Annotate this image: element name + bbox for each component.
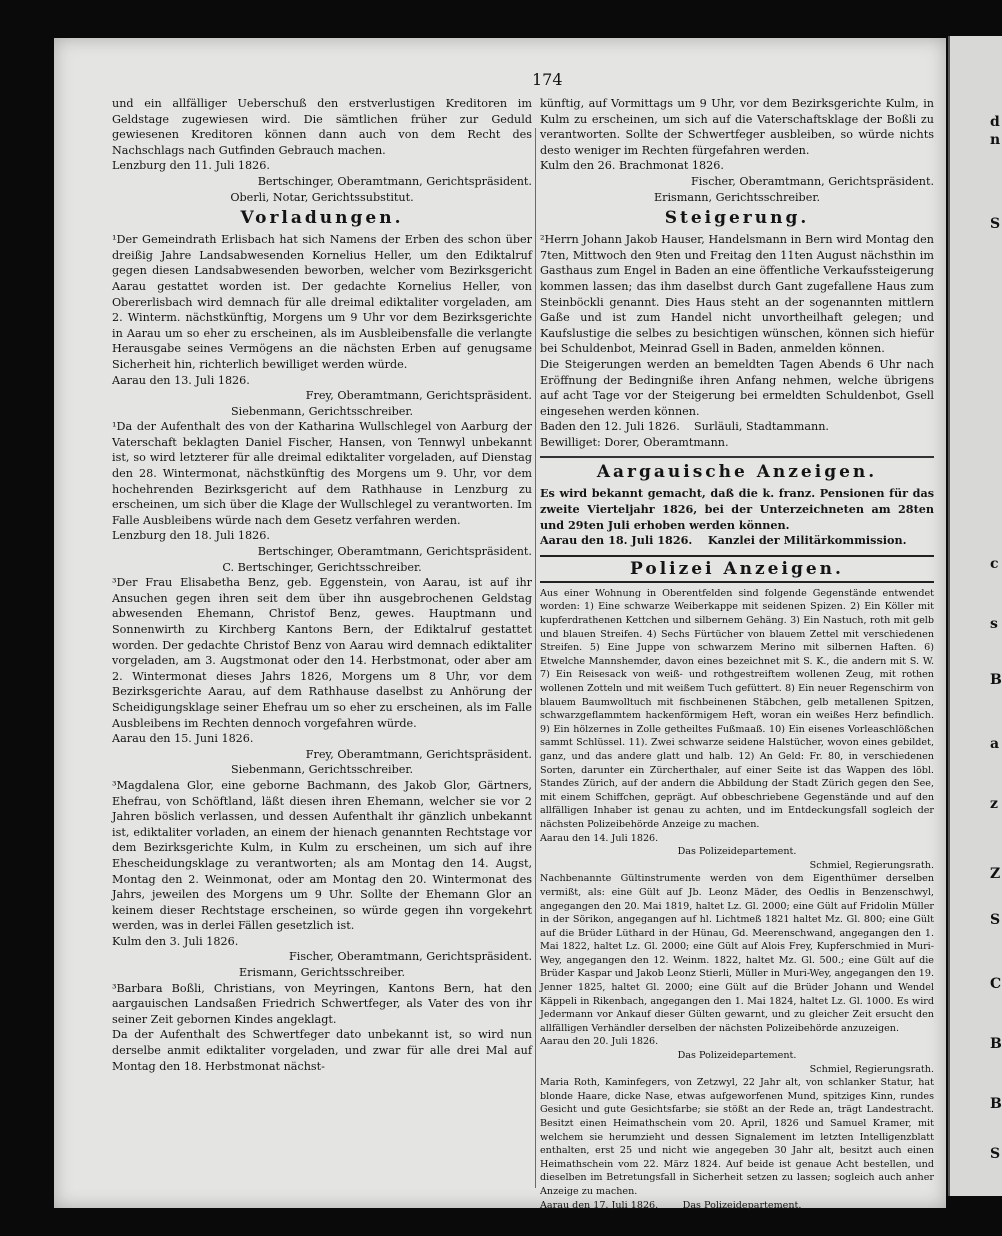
steigerung-text: ²Herrn Johann Jakob Hauser, Handelsmann in Bern wird Montag den 7ten, Mittwoch den 9ten und Freitag den 11ten August nächsthin im Gasthaus zum Engel in Baden an eine öffentliche Verkaufssteigerung kommen lassen; das ihm daselbst durch Gant zugefallene Haus zum Steinböckli genannt. Dies Haus steht an der sogenannten mittlern Gaße und ist zum Handel nicht unvortheilhaft gelegen; und Kaufslustige die selbes zu besichtigen wünschen, können sich hiefür bei Schuldenbot, Meinrad Gsell in Baden, anmelden können. bbox=[540, 233, 934, 356]
notice-1-signature-1: Frey, Oberamtmann, Gerichtspräsident. bbox=[305, 389, 532, 403]
fragment-letter: z bbox=[990, 796, 998, 812]
page-number: 174 bbox=[532, 70, 563, 89]
notice-3-text: ³Der Frau Elisabetha Benz, geb. Eggenstein, von Aarau, ist auf ihr Ansuchen gegen ihren seit dem über ihn ausgebrochenen Geldstag abwesenden Ehemann, Christof Benz, gewes. Hauptmann und Sonnenwirth zu Kirchberg Kantons Bern, der Ediktalruf gestattet worden. Der gedachte Christof Benz von Aarau wird demnach ediktaliter vorgeladen, am 3. Augstmonat oder den 14. Herbstmonat, oder aber am 2. Wintermonat dieses Jahrs 1826, Morgens um 8 Uhr, vor dem Bezirksgerichte Aarau, auf dem Rathhause daselbst zu Anhörung der Scheidigungsklage seiner Ehefrau um so eher zu erscheinen, als im Falle Ausbleibens im Rechten dennoch vorgefahren würde. bbox=[112, 576, 532, 730]
fragment-letter: S bbox=[990, 1146, 1001, 1162]
fragment-letter: a bbox=[990, 736, 1000, 752]
newspaper-page bbox=[54, 38, 946, 1211]
notice-4-signature-1: Fischer, Oberamtmann, Gerichtspräsident. bbox=[288, 950, 532, 964]
steigerung-date bbox=[540, 419, 934, 435]
notice-1-signature-2: Siebenmann, Gerichtsschreiber. bbox=[230, 404, 414, 418]
polizei-3-date-line bbox=[540, 1199, 934, 1213]
fragment-letter: S bbox=[990, 912, 1001, 928]
notice-5-text-continued: Da der Aufenthalt des Schwertfeger dato unbekannt ist, so wird nun derselbe anmit ediktaliter vorgeladen, und zwar für alle drei Mal auf Montag den 18. Herbstmonat nächst- bbox=[112, 1028, 532, 1073]
aargauische-signature: Kanzlei der Militärkommission. bbox=[707, 533, 907, 548]
polizei-1-text: Aus einer Wohnung in Oberentfelden sind folgende Gegenstände entwendet worden: 1) Eine schwarze Weiberkappe mit seidenen Spizen. 2) Ein Köller mit kupferdrathenen Kettchen und silbernem Gehäng. 3) Ein Nastuch, roth mit gelb und blauen Streifen. 4) Sechs Fürtücher von blauem Zettel mit verschiedenen Streifen. 5) Eine Juppe von schwarzem Merino mit silbernen Haften. 6) Etwelche Mannshemder, davon eines bezeichnet mit S. K., die andern mit S. W. 7) Ein Reisesack von weiß- und rothgestreiftem wollenen Zeug, mit rothen wollenen Zotteln und mit weißem Tuch gefüttert. 8) Ein neuer Regenschirm von blauem Baumwolltuch mit fischbeinenen Stäbchen, gelb metallenen Spitzen, schwarzgeflammtem hackenförmigem Heft, woran ein weißes Herz befindlich. 9) Ein hölzernes in Zolle getheiltes Fußmaaß. 10) Ein eisenes Vorleaschlößchen sammt Schlüssel. 11). Zwei schwarze seidene Halstücher, wovon eines gebildet, ganz, und das andere glatt und halb. 12) An Geld: Fr. 80, in verschiedenen Sorten, darunter ein Zürcherthaler, auf einer Seite ist das Wappen des löbl. Standes Zürich, auf der andern die Abbildung der Stadt Zürich gegen den See, mit einem Schiffchen, geprägt. Auf obbeschriebene Gegenstände und auf den allfälligen Inhaber ist genau zu achten, und im Entdeckungsfall sogleich der nächsten Polizeibehörde Anzeige zu machen. bbox=[540, 587, 934, 830]
polizei-3-text: Maria Roth, Kaminfegers, von Zetzwyl, 22 Jahr alt, von schlanker Statur, hat blonde Haare, dicke Nase, etwas aufgeworfenen Mund, spitziges Kinn, rundes Gesicht und gute Gesichtsfarbe; sie stößt an der Rede an, trägt Landestracht. Besitzt einen Heimathschein vom 20. April, 1826 und Samuel Kramer, mit welchem sie herumzieht und dessen Signalement im letzten Intelligenzblatt enthalten, erst 25 und nicht wie angegeben 30 Jahr alt, besitzt auch einen Heimathschein vom 22. März 1824. Auf beide ist genaue Acht bestellen, und dieselben im Betretungsfall in Sicherheit setzen zu lassen; sogleich auch anher Anzeige zu machen. bbox=[540, 1077, 934, 1197]
polizei-section bbox=[540, 587, 934, 1212]
notice-3-signature-2: Siebenmann, Gerichtsschreiber. bbox=[230, 763, 414, 777]
steigerung-signature: Surläuli, Stadtammann. bbox=[694, 420, 829, 434]
notice-4-date: Kulm den 3. Juli 1826. bbox=[112, 934, 239, 948]
aargauische-date-line bbox=[540, 533, 934, 549]
polizei-2-signature-1: Das Polizeidepartement. bbox=[677, 1050, 797, 1062]
notice-1-text: ¹Der Gemeindrath Erlisbach hat sich Namens der Erben des schon über dreißig Jahre Landsabwesenden Kornelius Heller, um den Ediktalruf gegen diesen Landsabwesenden beworben, welcher vom Bezirksgericht Aarau gestattet worden ist. Der gedachte Kornelius Heller, von Obererlisbach wird demnach für alle dreimal ediktaliter vorgeladen, am 2. Winterm. nächstkünftig, Morgens um 9 Uhr vor dem Bezirksgerichte in Aarau um so eher zu erscheinen, als im Ausbleibensfalle die verlangte Herausgabe seines Vermögens an die nächsten Erben auf genugsame Sicherheit hin, richterlich bewilliget werden würde. bbox=[112, 233, 532, 371]
continued-notice-signature-1: Fischer, Oberamtmann, Gerichtspräsident. bbox=[690, 174, 934, 188]
intro-text: und ein allfälliger Ueberschuß den erstverlustigen Kreditoren im Geldstage zugewiesen wird. Die sämtlichen früher zur Geduld gewiesenen Kreditoren können dann auch von dem Recht des Nachschlags nach Gutfinden Gebrauch machen. bbox=[112, 97, 532, 157]
adjacent-page-edge bbox=[948, 36, 1002, 1196]
fragment-letter: c bbox=[990, 556, 999, 572]
notice-3-date: Aarau den 15. Juni 1826. bbox=[112, 732, 254, 746]
polizei-1-signature-2: Schmiel, Regierungsrath. bbox=[809, 859, 934, 871]
fragment-letter: s bbox=[990, 616, 998, 632]
left-column bbox=[112, 96, 532, 1074]
polizei-3-date: Aarau den 17. Juli 1826. bbox=[540, 1199, 659, 1211]
notice-1-date: Aarau den 13. Juli 1826. bbox=[112, 373, 250, 387]
section-rule bbox=[540, 456, 934, 458]
polizei-2-text: Nachbenannte Gültinstrumente werden von dem Eigenthümer derselben vermißt, als: eine Gült auf Jb. Leonz Mäder, des Oedlis in Benzenschwyl, angegangen den 20. Mai 1819, haltet Lz. Gl. 2000; eine Gült auf Fridolin Müller in der Sörikon, angegangen auf hl. Lichtmeß 1821 haltet Mz. Gl. 800; eine Gült auf die Brüder Lüthard in der Hünau, Gd. Meerenschwand, angegangen den 1. Mai 1822, haltet Lz. Gl. 2000; eine Gült auf Alois Frey, Kupferschmied in Muri-Wey, angegangen den 12. Weinm. 1822, haltet Mz. Gl. 500.; eine Gült auf die Brüder Kaspar und Jakob Leonz Stierli, Müller in Muri-Wey, angegangen den 19. Jenner 1825, haltet Gl. 2000; eine Gült auf die Brüder Johann und Wendel Käppeli in Rikenbach, angegangen den 1. Mai 1824, haltet Lz. Gl. 1000. Es wird Jedermann vor Ankauf dieser Gülten gewarnt, und zu gleicher Zeit ersucht den allfälligen Verhändler derselben der nächsten Polizeibehörde anzuzeigen. bbox=[540, 873, 934, 1034]
section-heading-aargauische-anzeigen: Aargauische Anzeigen. bbox=[596, 462, 878, 483]
intro-signature-1: Bertschinger, Oberamtmann, Gerichtspräsident. bbox=[257, 174, 532, 188]
notice-2-date: Lenzburg den 18. Juli 1826. bbox=[112, 529, 270, 543]
right-column bbox=[540, 96, 934, 1212]
notice-2-signature-1: Bertschinger, Oberamtmann, Gerichtspräsident. bbox=[257, 545, 532, 559]
fragment-letter: Z bbox=[990, 866, 1001, 882]
intro-signature-2: Oberli, Notar, Gerichtssubstitut. bbox=[230, 190, 414, 204]
fragment-letter: S bbox=[990, 216, 1001, 232]
notice-4-signature-2: Erismann, Gerichtsschreiber. bbox=[238, 966, 406, 980]
intro-date: Lenzburg den 11. Juli 1826. bbox=[112, 159, 270, 173]
fragment-letter: d bbox=[990, 114, 1000, 130]
section-heading-steigerung: Steigerung. bbox=[664, 208, 810, 229]
continued-notice-signature-2: Erismann, Gerichtsschreiber. bbox=[653, 190, 821, 204]
continued-notice-text: künftig, auf Vormittags um 9 Uhr, vor dem Bezirksgerichte Kulm, in Kulm zu erscheinen, um sich auf die Vaterschaftsklage der Boßli zu verantworten. Sollte der Schwertfeger ausbleiben, so würde nichts desto weniger im Rechten fürgefahren werden. bbox=[540, 97, 934, 157]
polizei-2-signature-2: Schmiel, Regierungsrath. bbox=[809, 1063, 934, 1075]
polizei-1-signature-1: Das Polizeidepartement. bbox=[677, 846, 797, 858]
notice-2-signature-2: C. Bertschinger, Gerichtsschreiber. bbox=[222, 560, 422, 574]
notice-5-text: ³Barbara Boßli, Christians, von Meyringen, Kantons Bern, hat den aargauischen Landsaßen Friedrich Schwertfeger, als Vater des von ihr seiner Zeit gebornen Kindes angeklagt. bbox=[112, 981, 532, 1026]
aargauische-text: Es wird bekannt gemacht, daß die k. franz. Pensionen für das zweite Vierteljahr 1826, bei der Unterzeichneten am 28ten und 29ten Juli erhoben werden können. bbox=[540, 486, 934, 532]
fragment-letter: C bbox=[990, 976, 1002, 992]
steigerung-text-2: Die Steigerungen werden an bemeldten Tagen Abends 6 Uhr nach Eröffnung der Bedingniße ihren Anfang nehmen, welche übrigens auf acht Tage vor der Steigerung bei ermeldten Schuldenbot, Gsell eingesehen werden können. bbox=[540, 357, 934, 418]
fragment-letter: n bbox=[990, 132, 1001, 148]
fragment-letter: B bbox=[990, 1096, 1002, 1112]
notice-4-text: ³Magdalena Glor, eine geborne Bachmann, des Jakob Glor, Gärtners, Ehefrau, von Schöftland, läßt diesen ihren Ehemann, welcher sie vor 2 Jahren böslich verlassen, und dessen Aufenthalt ihr gänzlich unbekannt ist, ediktaliter vorladen, an einem der hienach genannten Rechtstage vor dem Bezirksgerichte Kulm, in Kulm zu erscheinen, um sich auf ihre Ehescheidungsklage zu verantworten; als am Montag den 14. Augst, Montag den 2. Weinmonat, oder am Montag den 20. Wintermonat des Jahrs, jeweilen des Morgens um 9 Uhr. Sollte der Ehemann Glor an keinem dieser Rechtstage erscheinen, so würde gegen ihn vorgekehrt werden, was in derlei Fällen gesetzlich ist. bbox=[112, 778, 532, 933]
steigerung-date-text: Baden den 12. Juli 1826. bbox=[540, 420, 680, 434]
aargauische-date: Aarau den 18. Juli 1826. bbox=[540, 533, 693, 548]
continued-notice-date: Kulm den 26. Brachmonat 1826. bbox=[540, 159, 724, 173]
notice-2-text: ¹Da der Aufenthalt des von der Katharina Wullschlegel von Aarburg der Vaterschaft beklagten Daniel Fischer, Hansen, von Tennwyl unbekannt ist, so wird letzterer für alle dreimal ediktaliter vorgeladen, auf Dienstag den 28. Wintermonat, nächstkünftig des Morgens um 9. Uhr, vor dem hochehrenden Bezirksgericht auf dem Rathhause in Lenzburg zu erscheinen, um sich über die Klage der Wullschlegel zu verantworten. Im Falle Ausbleibens würde nach dem Gesetz verfahren werden. bbox=[112, 420, 532, 527]
steigerung-approval: Bewilliget: Dorer, Oberamtmann. bbox=[540, 435, 729, 449]
fragment-letter: B bbox=[990, 1036, 1002, 1052]
column-divider bbox=[535, 128, 536, 1188]
polizei-2-date: Aarau den 20. Juli 1826. bbox=[540, 1036, 659, 1048]
polizei-3-signature: Das Polizeidepartement. bbox=[682, 1199, 802, 1211]
section-heading-polizei-anzeigen: Polizei Anzeigen. bbox=[540, 555, 934, 583]
notice-3-signature-1: Frey, Oberamtmann, Gerichtspräsident. bbox=[305, 747, 532, 761]
section-heading-vorladungen: Vorladungen. bbox=[240, 208, 404, 229]
polizei-1-date: Aarau den 14. Juli 1826. bbox=[540, 832, 659, 844]
fragment-letter: B bbox=[990, 672, 1002, 688]
